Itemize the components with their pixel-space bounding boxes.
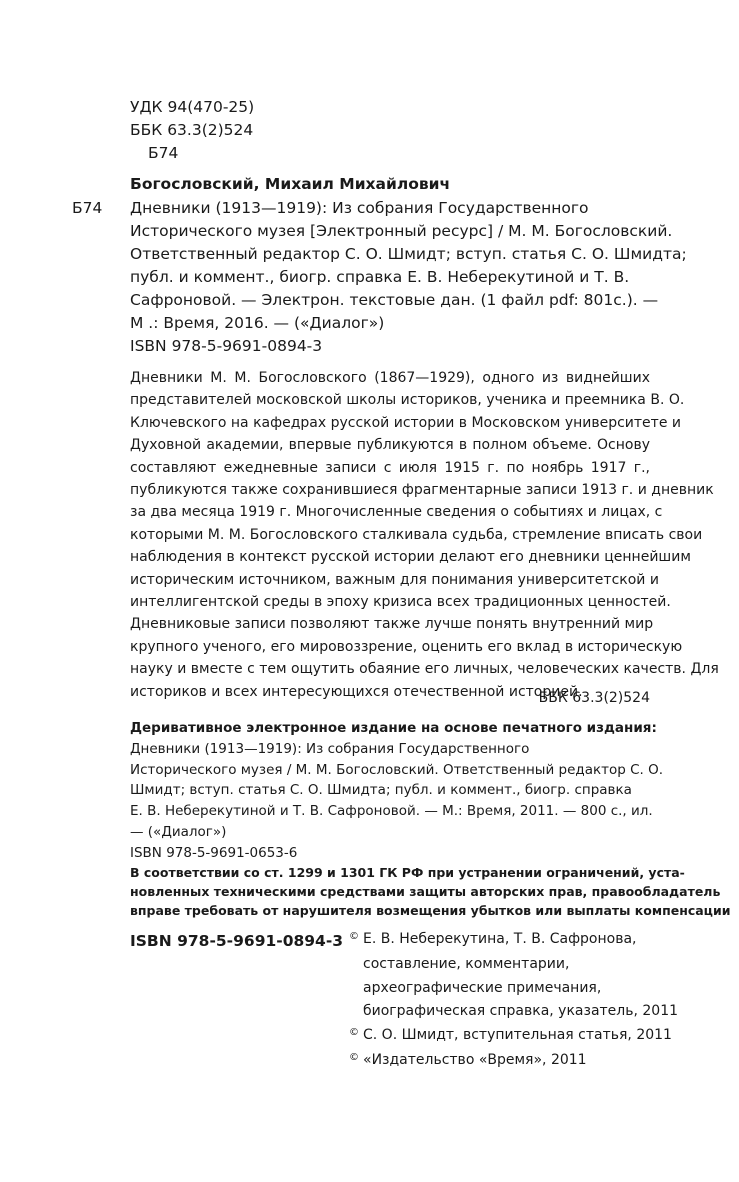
annotation-line: Дневники М. М. Богословского (1867—1929), одного из виднейших: [130, 370, 650, 386]
copyright-entry: [349, 928, 678, 953]
description-line: М .: Время, 2016. — («Диалог»): [130, 314, 385, 332]
copyright-sign: ©: [349, 1051, 359, 1063]
derivative-line: Шмидт; вступ. статья С. О. Шмидта; публ. и коммент., биогр. справка: [130, 782, 632, 799]
derivative-edition: [130, 718, 663, 864]
derivative-line: Дневники (1913—1919): Из собрания Государственного: [130, 740, 530, 757]
annotation-line: за два месяца 1919 г. Многочисленные сведения о событиях и лицах, с: [130, 504, 663, 521]
derivative-line: — («Диалог»): [130, 823, 227, 840]
entry-description: [130, 197, 687, 358]
legal-line: В соответствии со ст. 1299 и 1301 ГК РФ при устранении ограничений, уста-: [130, 865, 685, 880]
copyright-sign: ©: [349, 1027, 359, 1039]
entry-mark: Б74: [72, 199, 103, 217]
annotation-line: наблюдения в контекст русской истории делают его дневники ценнейшим: [130, 549, 691, 566]
derivative-isbn: ISBN 978-5-9691-0653-6: [130, 844, 298, 861]
derivative-line: Е. В. Неберекутиной и Т. В. Сафроновой. — М.: Время, 2011. — 800 с., ил.: [130, 803, 653, 820]
copyright-text: Е. В. Неберекутина, Т. В. Сафронова,: [363, 931, 637, 947]
annotation-line: представителей московской школы историков, ученика и преемника В. О.: [130, 392, 685, 409]
author-heading: Богословский, Михаил Михайлович: [130, 175, 451, 193]
annotation-line: науку и вместе с тем ощутить обаяние его личных, человеческих качеств. Для: [130, 661, 719, 678]
description-line: Дневники (1913—1919): Из собрания Государственного: [130, 199, 589, 217]
annotation-line: Ключевского на кафедрах русской истории в Московском университете и: [130, 414, 681, 431]
author-mark: Б74: [148, 144, 179, 162]
annotation-line: составляют ежедневные записи с июля 1915 г. по ноябрь 1917 г.,: [130, 459, 650, 476]
copyright-text: С. О. Шмидт, вступительная статья, 2011: [363, 1027, 672, 1044]
annotation-line: историков и всех интересующихся отечественной историей.: [130, 683, 583, 700]
annotation-line: Духовной академии, впервые публикуются в полном объеме. Основу: [130, 437, 650, 454]
derivative-line: Исторического музея / М. М. Богословский. Ответственный редактор С. О.: [130, 761, 664, 778]
copyright-sign: ©: [349, 931, 359, 942]
derivative-title: Деривативное электронное издание на основе печатного издания:: [130, 720, 657, 736]
bbk-code: ББК 63.3(2)524: [130, 121, 254, 139]
annotation-line: публикуются также сохранившиеся фрагментарные записи 1913 г. и дневник: [130, 482, 714, 499]
annotation: [130, 367, 719, 703]
legal-line: новленных техническими средствами защиты авторских прав, правообладатель: [130, 884, 721, 899]
copyright-entry: [349, 1049, 678, 1074]
copyright-entry: [349, 1024, 678, 1049]
legal-line: вправе требовать от нарушителя возмещения убытков или выплаты компенсации: [130, 903, 731, 918]
legal-notice: [130, 863, 731, 920]
bbk-bottom: ББК 63.3(2)524: [538, 690, 650, 706]
annotation-line: которыми М. М. Богословского сталкивала судьба, стремление вписать свои: [130, 526, 703, 543]
copyright-text: биографическая справка, указатель, 2011: [363, 1003, 679, 1020]
annotation-line: Дневниковые записи позволяют также лучше понять внутренний мир: [130, 616, 654, 633]
copyright-text: «Издательство «Время», 2011: [363, 1051, 587, 1068]
copyright-text: составление, комментарии,: [363, 955, 570, 972]
description-line: публ. и коммент., биогр. справка Е. В. Неберекутиной и Т. В.: [130, 268, 630, 286]
annotation-line: крупного ученого, его мировоззрение, оценить его вклад в историческую: [130, 638, 683, 655]
udk-code: УДК 94(470-25): [130, 98, 255, 116]
isbn-main: ISBN 978-5-9691-0894-3: [130, 932, 344, 950]
copyright-block: [349, 928, 678, 1074]
annotation-line: историческим источником, важным для понимания университетской и: [130, 571, 659, 588]
description-line: Исторического музея [Электронный ресурс] / М. М. Богословский.: [130, 222, 673, 240]
copyright-text: археографические примечания,: [363, 979, 602, 996]
description-line: Ответственный редактор С. О. Шмидт; вступ. статья С. О. Шмидта;: [130, 245, 687, 263]
annotation-line: интеллигентской среды в эпоху кризиса всех традиционных ценностей.: [130, 594, 671, 611]
isbn-line: ISBN 978-5-9691-0894-3: [130, 337, 323, 355]
description-line: Сафроновой. — Электрон. текстовые дан. (1 файл pdf: 801с.). —: [130, 291, 659, 309]
